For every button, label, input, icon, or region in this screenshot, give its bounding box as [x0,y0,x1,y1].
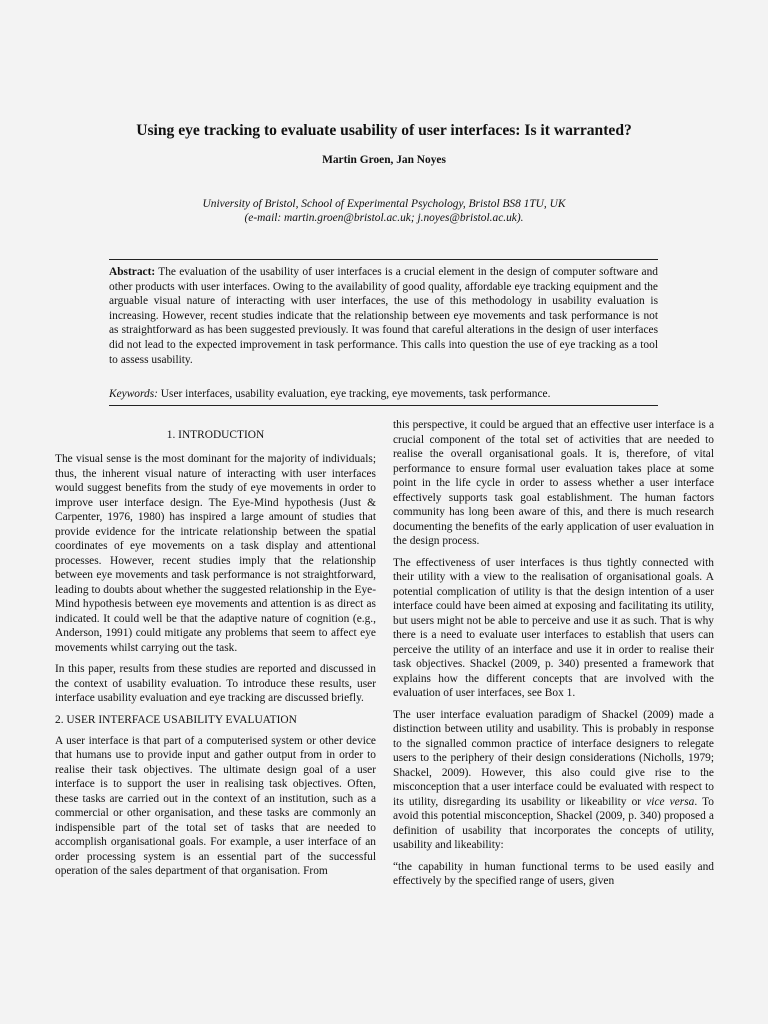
affiliation [40,197,728,225]
keywords [109,387,658,401]
paper-authors: Martin Groen, Jan Noyes [322,154,446,166]
abstract-top-rule [109,259,658,260]
affiliation-line: University of Bristol, School of Experimental Psychology, Bristol BS8 1TU, UK [202,198,566,210]
abstract-bottom-rule [109,405,658,406]
section-heading-usability-evaluation: 2. USER INTERFACE USABILITY EVALUATION [55,713,297,726]
left-column [55,418,376,886]
abstract-label: Abstract: [109,266,156,278]
email-line: (e-mail: martin.groen@bristol.ac.uk; j.noyes@bristol.ac.uk). [244,212,524,224]
keywords-text: User interfaces, usability evaluation, eye tracking, eye movements, task performance. [160,388,551,400]
paragraph: The effectiveness of user interfaces is thus tightly connected with their utility with a view to the realisation of organisational goals. A potential complication of utility is that the design intention of a user interface could have been aimed at exposing and facilitating its utility, but users might not be able to perceive and use it as such. That is why there is a need to evaluate user interfaces to establish that users can perceive the utility of an interface and use it in order to realise their task objectives. Shackel (2009, p. 340) presented a framework that explains how the different concepts that are involved with the evaluation of user interfaces, see Box 1. [393,556,714,699]
paragraph: this perspective, it could be argued that an effective user interface is a crucial component of the total set of activities that are needed to realise the overall organisational goals. It is, therefore, of vital performance to ensure formal user evaluation takes place at some point in the life cycle in order to assess whether a user interface effectively supports task goal establishment. The human factors community has long been aware of this, and there is much research documenting the benefits of the early application of user evaluation in the design process. [393,419,714,547]
paragraph-text: . To avoid this potential misconception, Shackel (2009, p. 340) proposed a definition of usability that incorporates the concepts of utility, usability and likeability: [393,795,714,851]
paragraph [393,708,714,853]
section-heading-introduction: 1. INTRODUCTION [166,429,265,441]
abstract [109,265,658,367]
paragraph: In this paper, results from these studies are reported and discussed in the context of usability evaluation. To introduce these results, user interface usability evaluation and eye tracking are discussed briefly. [55,663,376,704]
right-column [393,418,714,896]
paragraph: A user interface is that part of a computerised system or other device that humans use to provide input and gather output from in order to realise their task objectives. The ultimate design goal of a user interface is to support the user in realising task objectives. Often, these tasks are carried out in the context of an institution, such as a commercial or other organisation, and these tasks are commonly an indispensible part of the total set of tasks that are needed to accomplish organisational goals. For example, a user interface of an order processing system is an essential part of the successful operation of the sales department of that organisation. From [55,734,376,877]
quote-paragraph: “the capability in human functional terms to be used easily and effectively by the specified range of users, given [393,860,714,887]
paper-title: Using eye tracking to evaluate usability of user interfaces: Is it warranted? [136,122,632,139]
emphasis-text: vice versa [646,795,695,808]
keywords-label: Keywords: [109,388,158,400]
paragraph: The visual sense is the most dominant for the majority of individuals; thus, the inherent visual nature of interacting with user interfaces would suggest benefits from the study of eye movements in order to improve user interface design. The Eye-Mind hypothesis (Just & Carpenter, 1976, 1980) has inspired a large amount of studies that provide evidence for the intricate relationship between the spatial coordinates of eye movements on a task display and attentional processes. However, recent studies imply that the relationship between eye movements and task performance is not straightforward, leading to doubts about whether the suggested relationship in the Eye-Mind hypothesis between eye movements and attention is as direct as indicated. It could well be that the adaptive nature of cognition (e.g., Anderson, 1991) could mitigate any problems that seem to affect eye movements whilst carrying out the task. [55,453,376,654]
abstract-text: The evaluation of the usability of user interfaces is a crucial element in the design of computer software and other products with user interfaces. Owing to the availability of good quality, affordable eye tracking equipment and the arguable visual nature of interacting with user interfaces, the use of this methodology in usability evaluation is increasing. However, recent studies indicate that the relationship between eye movements and task performance is not as straightforward as has been suggested previously. It was found that careful alterations in the design of user interfaces did not lead to the expected improvement in task performance. This calls into question the use of eye tracking as a tool to assess usability. [109,266,658,366]
paragraph-text: The user interface evaluation paradigm of Shackel (2009) made a distinction between utility and usability. This is probably in response to the signalled common practice of interface designers to relegate users to the periphery of their design considerations (Nicholls, 1979; Shackel, 2009). However, this also could give rise to the misconception that a user interface could be evaluated with respect to its utility, disregarding its usability or likeability or [393,708,714,808]
